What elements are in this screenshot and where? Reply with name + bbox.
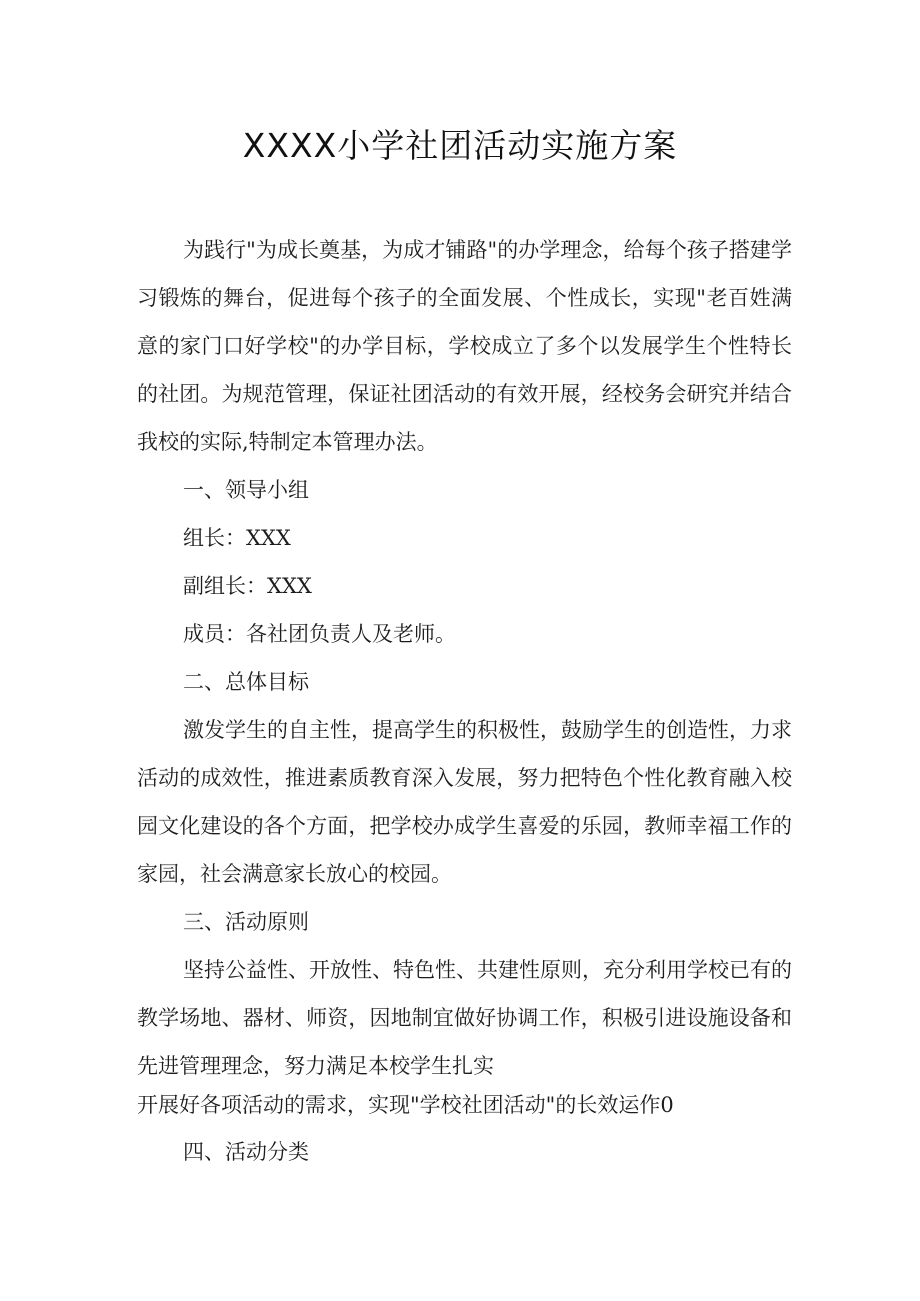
principles-paragraph-end: 开展好各项活动的需求，实现"学校社团活动"的长效运作0 xyxy=(137,1093,674,1117)
members-line: 成员：各社团负责人及老师。 xyxy=(183,622,456,646)
spacer xyxy=(137,1120,792,1128)
deputy-leader-line: 副组长：XXX xyxy=(183,574,312,598)
document-body xyxy=(137,226,792,1176)
goals-paragraph: 激发学生的自主性，提高学生的积极性，鼓励学生的创造性，力求活动的成效性，推进素质教育深入发展，努力把特色个性化教育融入校园文化建设的各个方面，把学校办成学生喜爱的乐园，教师幸福工作的家园，社会满意家长放心的校园。 xyxy=(137,718,792,886)
intro-paragraph: 为践行"为成长奠基，为成才铺路"的办学理念，给每个孩子搭建学习锻炼的舞台，促进每个孩子的全面发展、个性成长，实现"老百姓满意的家门口好学校"的办学目标，学校成立了多个以发展学生个性特长的社团。为规范管理，保证社团活动的有效开展，经校务会研究并结合我校的实际,特制定本管理办法。 xyxy=(137,238,792,454)
section-heading-leadership: 一、领导小组 xyxy=(183,478,309,502)
document-title: XXXX小学社团活动实施方案 xyxy=(242,126,678,165)
leader-line: 组长：XXX xyxy=(183,526,291,550)
section-heading-goals: 二、总体目标 xyxy=(183,670,309,694)
principles-paragraph: 坚持公益性、开放性、特色性、共建性原则，充分利用学校已有的教学场地、器材、师资，因地制宜做好协调工作，积极引进设施设备和先进管理理念，努力满足本校学生扎实 xyxy=(137,958,792,1078)
section-heading-categories: 四、活动分类 xyxy=(183,1140,309,1164)
section-heading-principles: 三、活动原则 xyxy=(183,910,309,934)
